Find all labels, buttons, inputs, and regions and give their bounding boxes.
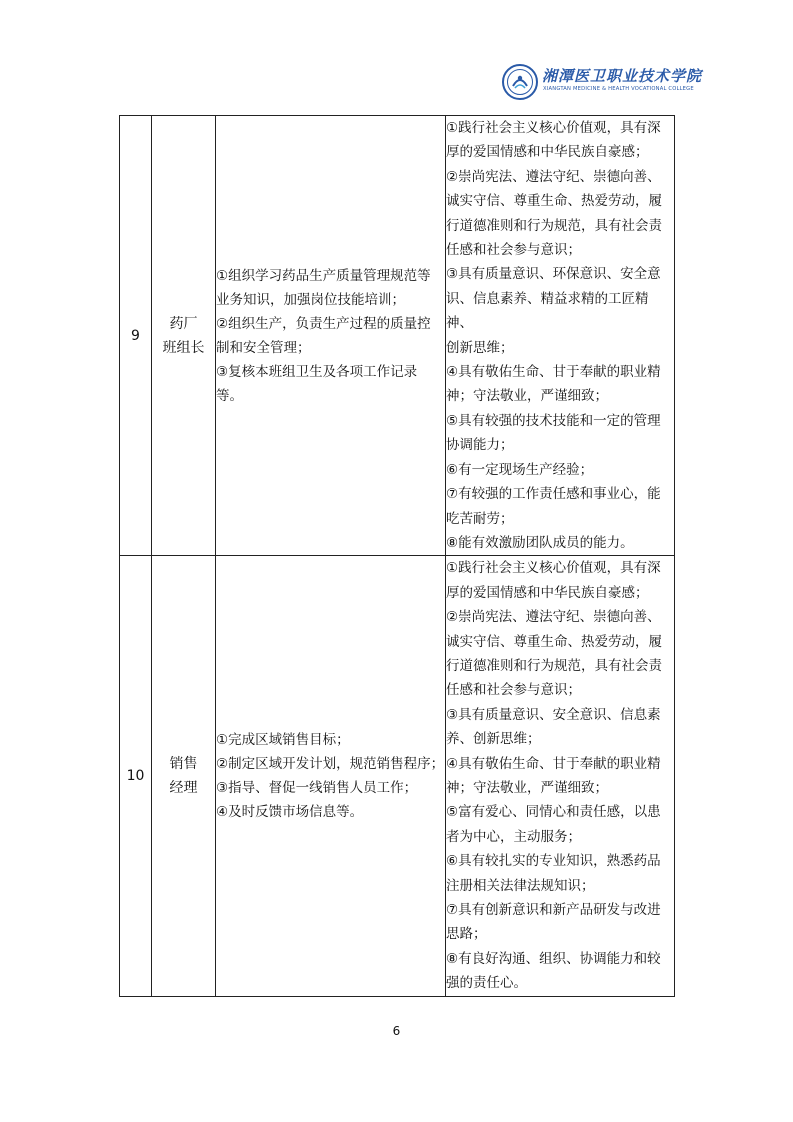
requirement-line: 吃苦耐劳； [446,510,514,527]
duty-line: ①组织学习药品生产质量管理规范等 [216,267,431,284]
requirement-line: 创新思维； [446,339,514,356]
row-number: 10 [120,556,152,996]
requirement-line: 强的责任心。 [446,975,527,992]
requirement-line: ②崇尚宪法、遵法守纪、崇德向善、 [446,609,661,626]
requirement-line: ④具有敬佑生命、甘于奉献的职业精 [446,755,661,772]
table-row [120,116,675,556]
job-duties [216,116,446,556]
requirement-line: ④具有敬佑生命、甘于奉献的职业精 [446,364,661,381]
position-line: 药厂 [169,315,198,332]
page-number: 6 [392,1024,401,1038]
position-name [152,556,216,996]
requirement-line: ①践行社会主义核心价值观，具有深 [446,560,661,577]
requirement-line: 诚实守信、尊重生命、热爱劳动，履 [446,193,662,210]
requirement-line: 神；守法敬业，严谨细致； [446,779,608,796]
requirement-line: ⑦具有创新意识和新产品研发与改进 [446,902,661,918]
row-number: 9 [120,116,152,556]
requirement-line: 者为中心，主动服务； [446,828,581,845]
requirement-line: 任感和社会参与意识； [446,242,581,259]
duty-line: ③复核本班组卫生及各项工作记录 [216,363,418,380]
college-name-en: XIANGTAN MEDICINE & HEALTH VOCATIONAL COLLEGE [543,86,694,92]
duty-line: 制和安全管理； [216,339,311,356]
requirement-line: ②崇尚宪法、遵法守纪、崇德向善、 [446,168,661,185]
requirement-line: 注册相关法律法规知识； [446,877,595,894]
requirement-line: ⑧有良好沟通、组织、协调能力和较 [446,950,661,967]
position-line: 销售 [169,755,198,772]
duty-line: ②组织生产，负责生产过程的质量控 [216,315,431,332]
requirement-line: ⑤富有爱心、同情心和责任感，以患 [446,804,661,821]
duty-line: ④及时反馈市场信息等。 [216,803,364,820]
position-requirements-table [119,115,675,997]
requirement-line: 神；守法敬业，严谨细致； [446,388,608,405]
position-name [152,116,216,556]
duty-line: 等。 [216,387,243,404]
requirement-line: 诚实守信、尊重生命、热爱劳动，履 [446,633,662,650]
position-line: 经理 [169,779,198,796]
duty-line: ①完成区域销售目标； [216,731,350,748]
requirement-line: ①践行社会主义核心价值观，具有深 [446,120,661,136]
requirement-line: ⑤具有较强的技术技能和一定的管理 [446,412,661,429]
requirement-line: ③具有质量意识、安全意识、信息素 [446,706,661,723]
requirement-line: ⑥具有较扎实的专业知识，熟悉药品 [446,853,661,870]
job-duties [216,556,446,996]
requirement-line: 思路； [446,926,487,943]
requirement-line: ③具有质量意识、环保意识、安全意 [446,266,661,283]
qualification-requirements [446,556,675,996]
requirement-line: 识、信息素养、精益求精的工匠精神、 [446,290,649,332]
position-line: 班组长 [162,339,205,356]
requirement-line: 行道德准则和行为规范，具有社会责 [446,657,662,674]
requirement-line: 厚的爱国情感和中华民族自豪感； [446,144,649,161]
college-seal-icon [502,64,538,100]
qualification-requirements [446,116,675,556]
requirement-line: 任感和社会参与意识； [446,682,581,699]
requirement-line: 行道德准则和行为规范，具有社会责 [446,217,662,234]
college-name-cn: 湘潭医卫职业技术学院 [542,67,703,85]
table-row [120,556,675,996]
requirement-line: 厚的爱国情感和中华民族自豪感； [446,584,649,601]
requirement-line: ⑧能有效激励团队成员的能力。 [446,534,634,551]
duty-line: ③指导、督促一线销售人员工作； [216,779,418,796]
requirement-line: 养、创新思维； [446,731,541,748]
college-logo [502,62,703,102]
requirement-line: ⑥有一定现场生产经验； [446,461,594,478]
duty-line: ②制定区域开发计划，规范销售程序； [216,755,445,772]
duty-line: 业务知识，加强岗位技能培训； [216,291,405,308]
requirement-line: 协调能力； [446,437,514,454]
requirement-line: ⑦有较强的工作责任感和事业心，能 [446,486,661,503]
